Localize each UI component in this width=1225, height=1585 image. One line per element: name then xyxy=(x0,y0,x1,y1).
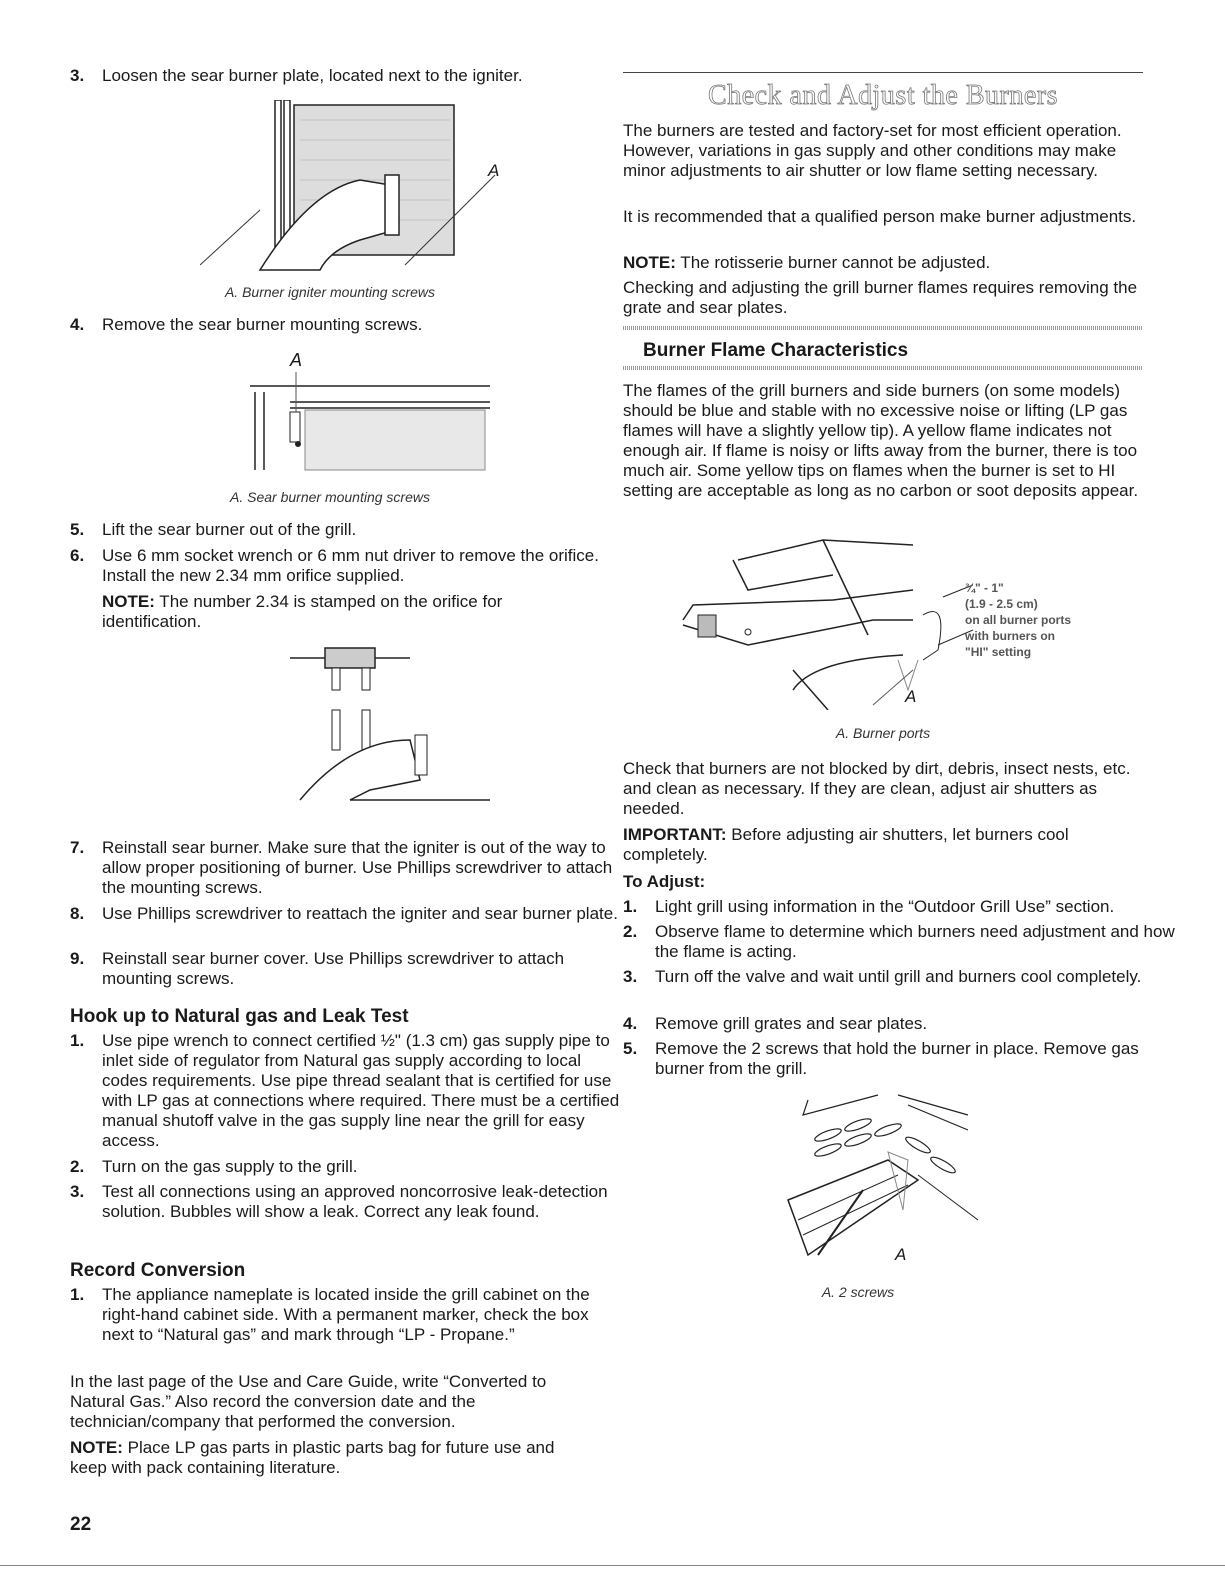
step-number: 1. xyxy=(70,1285,85,1304)
page-number: 22 xyxy=(70,1514,92,1535)
step-number: 9. xyxy=(70,949,85,968)
step-number: 7. xyxy=(70,838,85,857)
step-number: 4. xyxy=(623,1014,638,1033)
step-text: Turn off the valve and wait until grill and burners cool completely. xyxy=(655,967,1142,986)
note-lp-parts xyxy=(70,1438,590,1478)
step-text: Remove grill grates and sear plates. xyxy=(655,1014,928,1033)
step-number: 1. xyxy=(70,1031,85,1050)
checking-paragraph: Checking and adjusting the grill burner flames requires removing the grate and sear plates. xyxy=(623,278,1138,317)
step-text: The appliance nameplate is located inside the grill cabinet on the right-hand cabinet side. With a permanent marker, check the box next to “Natural gas” and mark through “LP - Propane.” xyxy=(102,1285,590,1344)
flame-annotation xyxy=(965,580,1071,660)
record-conversion-heading: Record Conversion xyxy=(70,1260,246,1281)
step-number: 5. xyxy=(70,520,85,539)
annotation-line: with burners on xyxy=(965,629,1055,643)
note-orifice xyxy=(102,592,590,632)
section-title: Check and Adjust the Burners xyxy=(708,80,1058,111)
hook-step-2 xyxy=(70,1157,622,1177)
adjust-step-4 xyxy=(623,1014,1175,1034)
step-3 xyxy=(70,66,622,86)
figure-letter: A xyxy=(488,161,500,180)
step-text: Use pipe wrench to connect certified ½" (1.3 cm) gas supply pipe to inlet side of regulator from Natural gas supply according to local codes requirements. Use pipe thread sealant that is certified for use with LP gas at connections where required. There must be a certified manual shutoff valve in the gas supply line near the grill for easy access. xyxy=(102,1031,620,1150)
intro-paragraph: The burners are tested and factory-set for most efficient operation. However, variations in gas supply and other conditions may make minor adjustments to air shutter or low flame setting necessary. xyxy=(623,121,1122,180)
flame-heading: Burner Flame Characteristics xyxy=(643,340,909,361)
figure-letter: A xyxy=(895,1245,907,1264)
hook-step-3 xyxy=(70,1182,622,1222)
record-paragraph: In the last page of the Use and Care Guide, write “Converted to Natural Gas.” Also record the conversion date and the technician/company that performed the conversion. xyxy=(70,1372,547,1431)
step-text: Turn on the gas supply to the grill. xyxy=(102,1157,358,1176)
adjust-step-1 xyxy=(623,897,1185,917)
step-text: Use 6 mm socket wrench or 6 mm nut driver to remove the orifice. Install the new 2.34 mm orifice supplied. xyxy=(102,546,599,585)
step-number: 2. xyxy=(70,1157,85,1176)
step-text: Test all connections using an approved noncorrosive leak-detection solution. Bubbles will show a leak. Correct any leak found. xyxy=(102,1182,608,1221)
step-5 xyxy=(70,520,622,540)
step-number: 1. xyxy=(623,897,638,916)
step-text: Light grill using information in the “Outdoor Grill Use” section. xyxy=(655,897,1115,916)
annotation-line: "HI" setting xyxy=(965,645,1032,659)
hook-step-1 xyxy=(70,1031,622,1151)
step-number: 6. xyxy=(70,546,85,565)
step-6 xyxy=(70,546,622,586)
burner-ports-figure xyxy=(673,530,973,710)
step-text: Remove the 2 screws that hold the burner in place. Remove gas burner from the grill. xyxy=(655,1039,1139,1078)
step-text: Remove the sear burner mounting screws. xyxy=(102,315,423,334)
figure-caption: A. 2 screws xyxy=(821,1284,895,1300)
qualified-person-paragraph: It is recommended that a qualified person make burner adjustments. xyxy=(623,207,1137,226)
adjust-step-5 xyxy=(623,1039,1175,1079)
step-text: Reinstall sear burner cover. Use Phillips screwdriver to attach mounting screws. xyxy=(102,949,565,988)
figure-caption: A. Burner ports xyxy=(835,725,931,741)
note-text: The rotisserie burner cannot be adjusted. xyxy=(675,253,991,272)
step-text: Loosen the sear burner plate, located next to the igniter. xyxy=(102,66,523,85)
note-label: NOTE: xyxy=(102,592,155,611)
step-text: Observe flame to determine which burners need adjustment and how the flame is acting. xyxy=(655,922,1175,961)
note-label: NOTE: xyxy=(70,1438,123,1457)
step-7 xyxy=(70,838,622,898)
annotation-line: ¾" - 1" xyxy=(965,581,1004,595)
note-text: Place LP gas parts in plastic parts bag for future use and keep with pack containing literature. xyxy=(70,1438,555,1477)
step-4 xyxy=(70,315,622,335)
note-label: NOTE: xyxy=(623,253,676,272)
step-9 xyxy=(70,949,622,989)
step-number: 8. xyxy=(70,904,85,923)
step-text: Reinstall sear burner. Make sure that the igniter is out of the way to allow proper positioning of burner. Use Phillips screwdriver to attach the mounting screws. xyxy=(102,838,613,897)
important-label: IMPORTANT: xyxy=(623,825,727,844)
adjust-step-2 xyxy=(623,922,1175,962)
figure-letter: A xyxy=(290,350,303,370)
hook-up-heading: Hook up to Natural gas and Leak Test xyxy=(70,1006,409,1027)
annotation-line: on all burner ports xyxy=(965,613,1072,627)
figure-caption: A. Burner igniter mounting screws xyxy=(224,284,436,300)
heading-rule-top xyxy=(623,326,1143,330)
important-text: Before adjusting air shutters, let burners cool completely. xyxy=(623,825,1069,864)
two-screws-figure xyxy=(768,1090,978,1270)
sear-burner-figure xyxy=(250,372,490,472)
to-adjust-heading: To Adjust: xyxy=(623,872,706,891)
step-text: Use Phillips screwdriver to reattach the igniter and sear burner plate. xyxy=(102,904,618,923)
figure-caption: A. Sear burner mounting screws xyxy=(230,489,430,505)
step-8 xyxy=(70,904,622,924)
step-number: 3. xyxy=(70,66,85,85)
orifice-figure xyxy=(290,640,490,820)
step-number: 3. xyxy=(70,1182,85,1201)
record-step-1 xyxy=(70,1285,622,1345)
figure-letter: A xyxy=(905,687,917,706)
important-note xyxy=(623,825,1143,865)
section-rule xyxy=(623,72,1143,73)
adjust-step-3 xyxy=(623,967,1175,987)
heading-rule-bottom xyxy=(623,366,1143,370)
note-rotisserie xyxy=(623,253,1143,273)
step-number: 4. xyxy=(70,315,85,334)
step-number: 3. xyxy=(623,967,638,986)
step-number: 2. xyxy=(623,922,638,941)
annotation-line: (1.9 - 2.5 cm) xyxy=(965,597,1038,611)
igniter-figure xyxy=(200,100,520,272)
page-bottom-rule xyxy=(0,1565,1225,1566)
flame-paragraph: The flames of the grill burners and side burners (on some models) should be blue and stable with no excessive noise or lifting (LP gas flames will have a slightly yellow tip). A yellow flame indicates not enough air. If flame is noisy or lifts away from the burner, there is too much air. Some yellow tips on flames when the burner is set to HI setting are acceptable as long as no carbon or soot deposits appear. xyxy=(623,381,1139,500)
step-number: 5. xyxy=(623,1039,638,1058)
blocked-burners-paragraph: Check that burners are not blocked by dirt, debris, insect nests, etc. and clean as necessary. If they are clean, adjust air shutters as needed. xyxy=(623,759,1131,818)
step-text: Lift the sear burner out of the grill. xyxy=(102,520,357,539)
note-text: The number 2.34 is stamped on the orifice for identification. xyxy=(102,592,503,631)
